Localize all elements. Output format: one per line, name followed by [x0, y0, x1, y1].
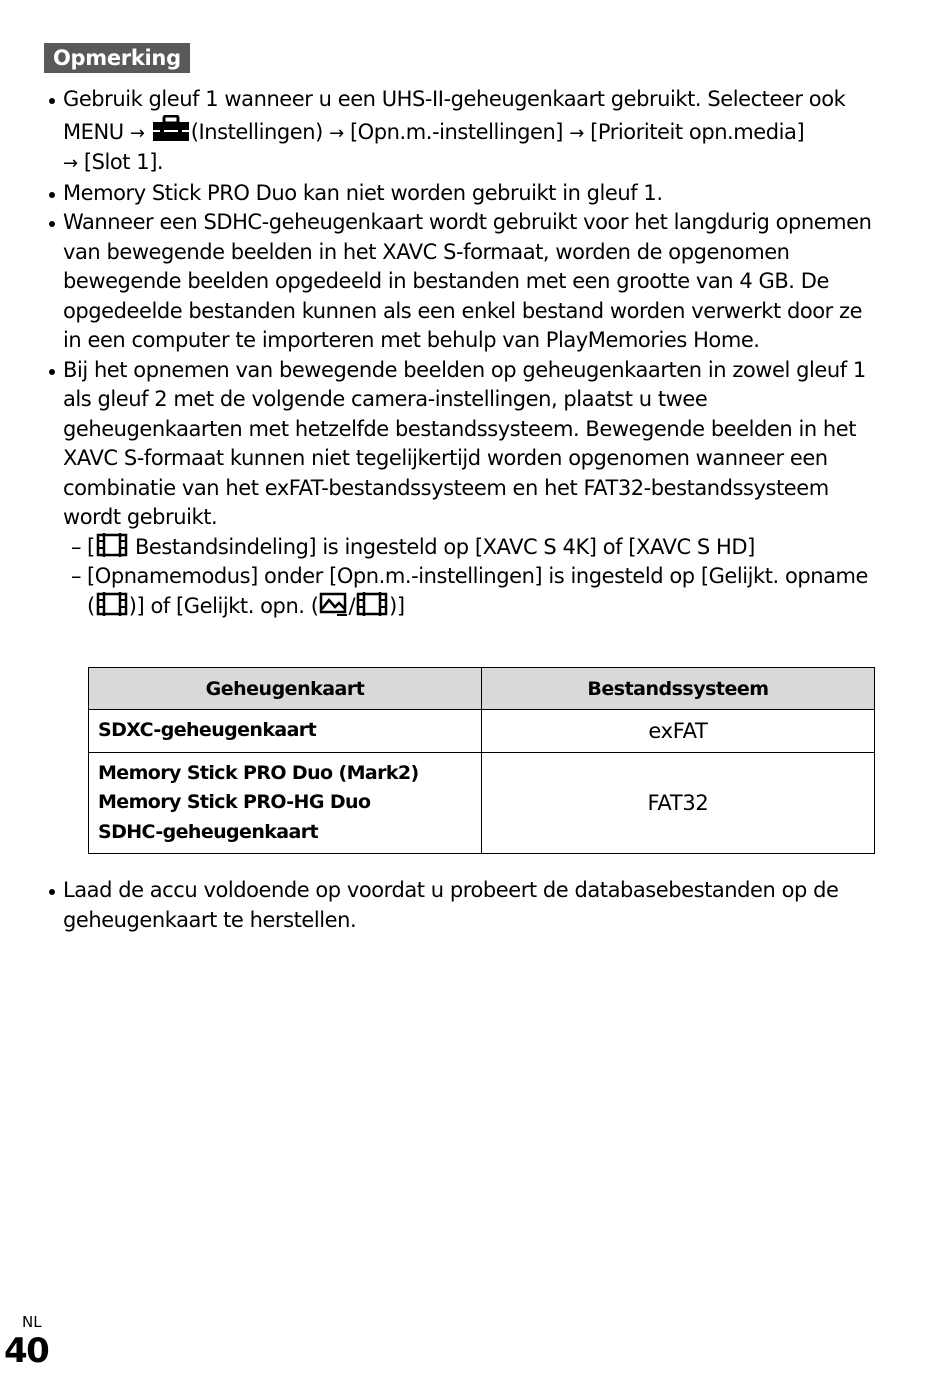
table-header-filesystem: Bestandssysteem	[482, 668, 875, 710]
arrow-icon: →	[329, 122, 344, 144]
arrow-icon: →	[569, 122, 584, 144]
card-name: Memory Stick PRO-HG Duo	[98, 791, 371, 813]
film-strip-icon	[95, 592, 129, 616]
note-text: [	[87, 534, 95, 559]
note-text: )]	[389, 593, 405, 618]
note-text: [Slot 1].	[77, 150, 164, 174]
table-cell-filesystem: FAT32	[482, 752, 875, 854]
table-header-row	[89, 668, 875, 710]
note-text: (Instellingen)	[190, 119, 330, 144]
note-bullet-4: Bij het opnemen van bewegende beelden op geheugenkaarten in zowel gleuf 1 als gleuf 2 met de volgende camera-instellingen, plaatst u twee geheugenkaarten met hetzelfde bestandssysteem. Bewegende beelden in het XAVC S-formaat kunnen niet tegelijkertijd worden opgenomen wanneer een combinatie van het exFAT-bestandssysteem en het FAT32-bestandssysteem wordt gebruikt.	[48, 356, 878, 533]
card-name: SDHC-geheugenkaart	[98, 820, 318, 843]
photo-icon	[319, 592, 349, 616]
note-text: Gebruik gleuf 1 wanneer u een UHS-II-geheugenkaart gebruikt. Selecteer ook MENU	[63, 87, 846, 144]
note-text: [Opnamemodus] onder [Opn.m.-instellingen] is ingesteld op [Gelijkt. opname	[87, 564, 869, 588]
note-bullet-2: Memory Stick PRO Duo kan niet worden gebruikt in gleuf 1.	[48, 179, 878, 209]
arrow-icon: →	[129, 122, 145, 144]
page-number: 40	[4, 1331, 49, 1371]
file-system-table	[88, 667, 875, 854]
note-bullet-1	[48, 85, 878, 179]
note-text: /	[348, 593, 356, 618]
note-text: [Opn.m.-instellingen]	[343, 119, 570, 144]
card-name: Memory Stick PRO Duo (Mark2)	[98, 761, 419, 784]
table-row	[89, 710, 875, 753]
note-text: [Prioriteit opn.media]	[583, 119, 805, 144]
sub-item-2	[48, 562, 878, 621]
note-text: (	[87, 593, 95, 618]
dash-mark: –	[71, 534, 82, 559]
note-bullet-5: Laad de accu voldoende op voordat u probeert de databasebestanden op de geheugenkaart te herstellen.	[48, 876, 878, 935]
film-strip-icon	[95, 533, 129, 557]
notes-body	[48, 85, 878, 621]
card-name: SDXC-geheugenkaart	[98, 719, 317, 741]
table-header-card: Geheugenkaart	[89, 668, 482, 710]
dash-mark: –	[71, 564, 82, 588]
note-text: Bestandsindeling] is ingesteld op [XAVC S 4K] of [XAVC S HD]	[128, 534, 755, 559]
note-heading: Opmerking	[44, 43, 190, 73]
table-cell-card	[89, 752, 482, 854]
table-cell-card	[89, 710, 482, 753]
table-row	[89, 752, 875, 854]
table-cell-filesystem: exFAT	[482, 710, 875, 753]
note-bullet-3: Wanneer een SDHC-geheugenkaart wordt gebruikt voor het langdurig opnemen van bewegende beelden in het XAVC S-formaat, worden de opgenomen bewegende beelden opgedeeld in bestanden met een grootte van 4 GB. De opgedeelde bestanden kunnen als een enkel bestand worden verwerkt door ze in een computer te importeren met behulp van PlayMemories Home.	[48, 208, 878, 356]
arrow-icon: →	[63, 153, 78, 174]
notes-body-end	[48, 876, 878, 935]
toolbox-icon	[151, 115, 191, 142]
film-strip-icon	[355, 592, 389, 616]
sub-item-1	[48, 533, 878, 563]
page-language: NL	[22, 1313, 42, 1331]
note-text: )] of [Gelijkt. opn. (	[128, 593, 319, 618]
